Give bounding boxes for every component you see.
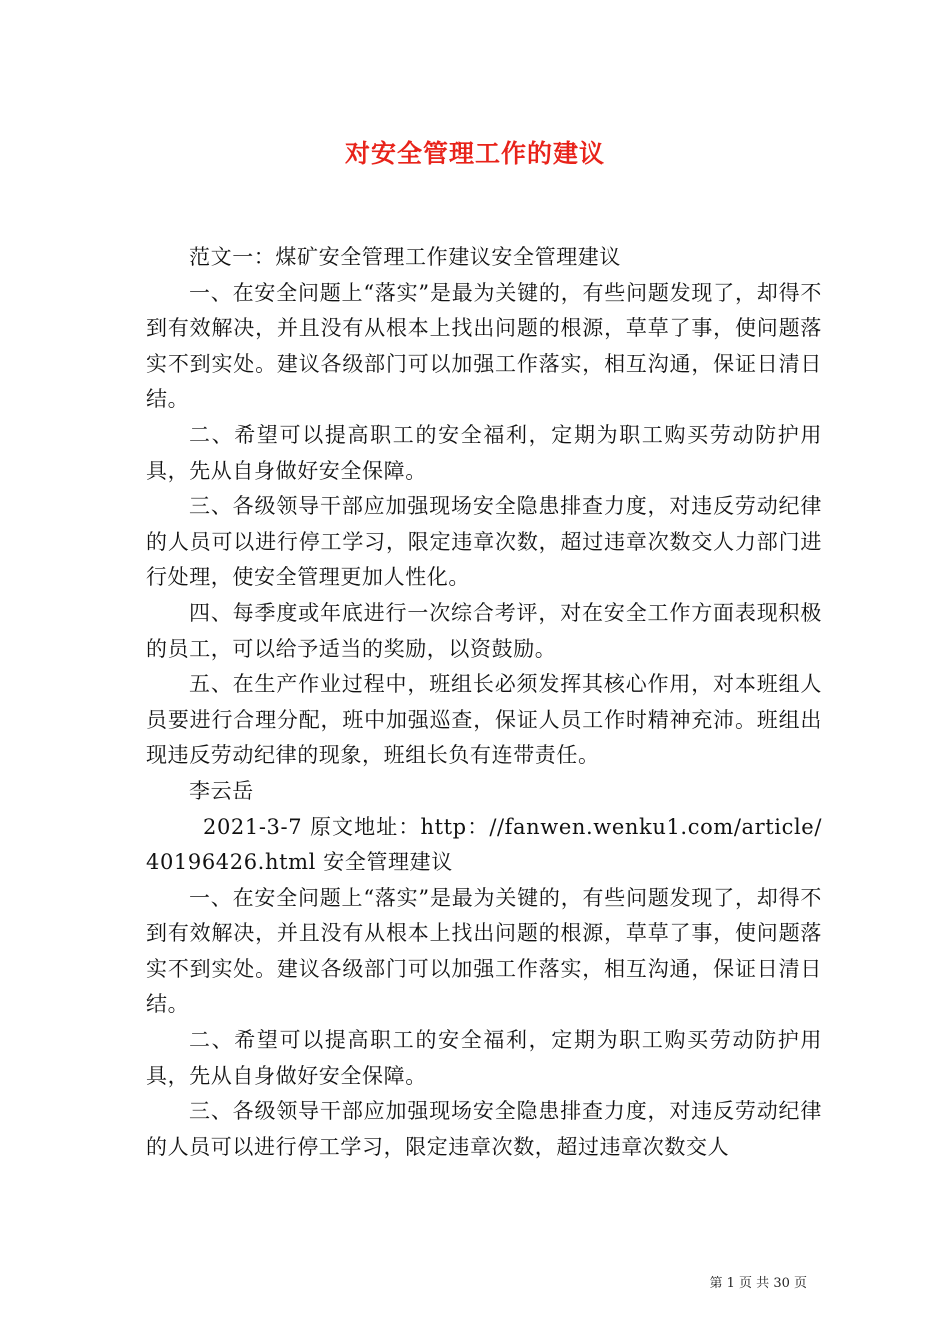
document-body [146,240,822,1165]
paragraph-heading: 范文一：煤矿安全管理工作建议安全管理建议 [189,245,621,269]
paragraph: 五、在生产作业过程中，班组长必须发挥其核心作用，对本班组人员要进行合理分配，班中加强巡查，保证人员工作时精神充沛。班组出现违反劳动纪律的现象，班组长负有连带责任。 [146,672,822,768]
paragraph: 三、各级领导干部应加强现场安全隐患排查力度，对违反劳动纪律的人员可以进行停工学习，限定违章次数，超过违章次数交人力部门进行处理，使安全管理更加人性化。 [146,494,822,590]
paragraph: 三、各级领导干部应加强现场安全隐患排查力度，对违反劳动纪律的人员可以进行停工学习，限定违章次数，超过违章次数交人 [146,1099,822,1159]
paragraph: 二、希望可以提高职工的安全福利，定期为职工购买劳动防护用具，先从自身做好安全保障。 [146,1028,822,1088]
document-title: 对安全管理工作的建议 [344,139,605,168]
paragraph: 四、每季度或年底进行一次综合考评，对在安全工作方面表现积极的员工，可以给予适当的奖励，以资鼓励。 [146,600,822,661]
paragraph: 一、在安全问题上“落实”是最为关键的，有些问题发现了，却得不到有效解决，并且没有从根本上找出问题的根源，草草了事，使问题落实不到实处。建议各级部门可以加强工作落实，相互沟通，保证日清日结。 [146,885,822,1017]
source-line: 2021-3-7 原文地址：http：//fanwen.wenku1.com/article/40196426.html 安全管理建议 [146,814,822,875]
page-number: 第 1 页 共 30 页 [709,1276,807,1291]
author-name: 李云岳 [189,778,254,803]
paragraph: 二、希望可以提高职工的安全福利，定期为职工购买劳动防护用具，先从自身做好安全保障。 [146,422,822,483]
paragraph: 一、在安全问题上“落实”是最为关键的，有些问题发现了，却得不到有效解决，并且没有从根本上找出问题的根源，草草了事，使问题落实不到实处。建议各级部门可以加强工作落实，相互沟通，保证日清日结。 [146,280,822,412]
